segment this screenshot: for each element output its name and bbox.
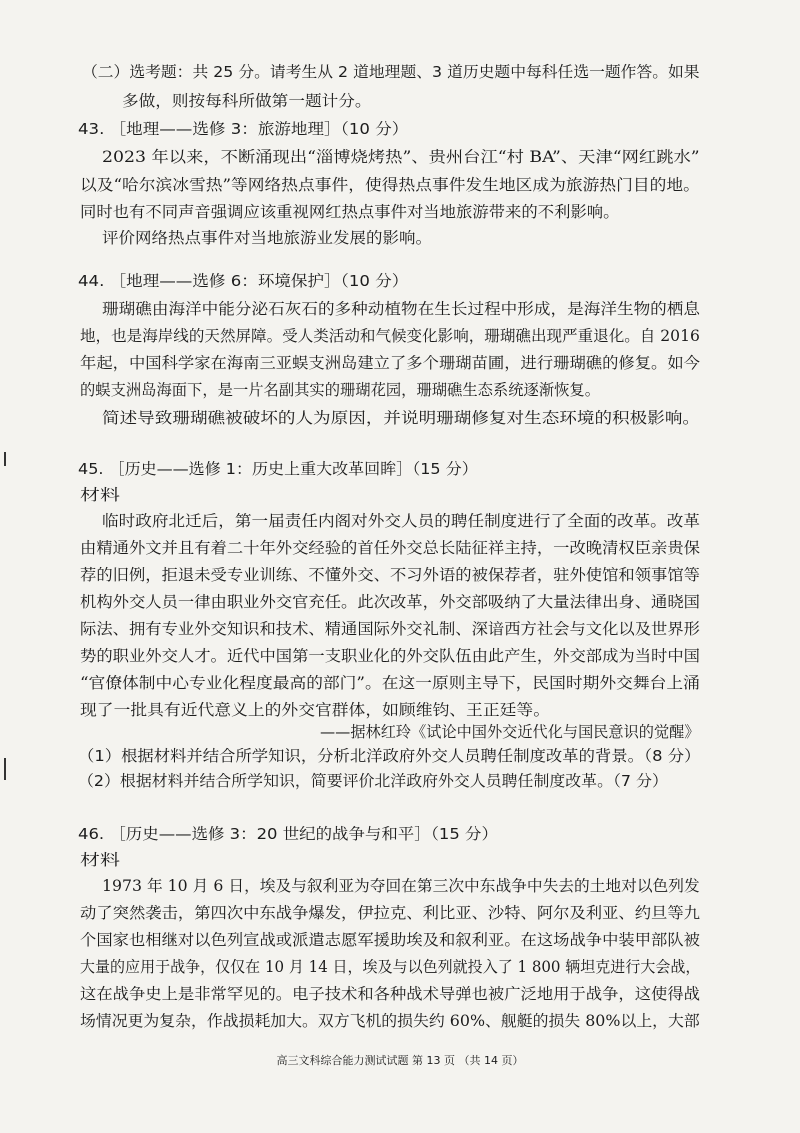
text-line: 年起，中国科学家在海南三亚蜈支洲岛建立了多个珊瑚苗圃，进行珊瑚礁的修复。如今 [80,354,700,372]
text-line: 荐的旧例，拒退未受专业训练、不懂外交、不习外语的被保荐者，驻外使馆和领事馆等 [80,566,700,584]
text-line: 评价网络热点事件对当地旅游业发展的影响。 [102,229,433,247]
text-line: 46. ［历史——选修 3：20 世纪的战争与和平］（15 分） [78,825,498,843]
text-line: （1）根据材料并结合所学知识，分析北洋政府外交人员聘任制度改革的背景。（8 分） [78,747,701,765]
text-line: 这在战争史上是非常罕见的。电子技术和各种战术导弹也被广泛地用于战争，这使得战 [80,985,700,1003]
text-line: 材料 [80,851,121,869]
text-line: 43. ［地理——选修 3：旅游地理］（10 分） [78,120,409,138]
page-footer: 高三文科综合能力测试试题 第 13 页 （共 14 页） [276,1054,524,1067]
text-line: 临时政府北迁后，第一届责任内阁对外交人员的聘任制度进行了全面的改革。改革 [102,512,701,530]
text-line: 地，也是海岸线的天然屏障。受人类活动和气候变化影响，珊瑚礁出现严重退化。自 2016 [80,327,700,345]
text-line: 1973 年 10 月 6 日，埃及与叙利亚为夺回在第三次中东战争中失去的土地对以色列发 [102,877,700,895]
text-line: 动了突然袭击，第四次中东战争爆发，伊拉克、利比亚、沙特、阿尔及利亚、约旦等九 [80,904,700,922]
text-line: 材料 [80,486,121,504]
text-line: 44. ［地理——选修 6：环境保护］（10 分） [78,272,409,290]
text-line: 机构外交人员一律由职业外交官充任。此次改革，外交部吸纳了大量法律出身、通晓国 [80,593,700,611]
margin-mark [4,452,6,466]
text-line: 个国家也相继对以色列宣战或派遣志愿军援助埃及和叙利亚。在这场战争中装甲部队被 [80,931,700,949]
text-line: 同时也有不同声音强调应该重视网红热点事件对当地旅游带来的不利影响。 [80,203,620,221]
text-line: 现了一批具有近代意义上的外交官群体，如顾维钧、王正廷等。 [80,701,550,719]
text-line: 际法、拥有专业外交知识和技术、精通国际外交礼制、深谙西方社会与文化以及世界形 [80,620,700,638]
text-line: 场情况更为复杂，作战损耗加大。双方飞机的损失约 60%、舰艇的损失 80%以上，大部 [80,1012,700,1030]
text-line: 多做，则按每科所做第一题计分。 [122,92,372,110]
text-line: （二）选考题：共 25 分。请考生从 2 道地理题、3 道历史题中每科任选一题作答。如果 [82,63,700,81]
text-line: （2）根据材料并结合所学知识，简要评价北洋政府外交人员聘任制度改革。（7 分） [78,772,668,790]
margin-mark [4,758,6,780]
text-line: 以及“哈尔滨冰雪热”等网络热点事件，使得热点事件发生地区成为旅游热门目的地。 [80,176,700,194]
text-line: 珊瑚礁由海洋中能分泌石灰石的多种动植物在生长过程中形成，是海洋生物的栖息 [102,300,701,318]
text-line: 的蜈支洲岛海面下，是一片名副其实的珊瑚花园，珊瑚礁生态系统逐渐恢复。 [80,381,601,399]
text-line: 2023 年以来，不断涌现出“淄博烧烤热”、贵州台江“村 BA”、天津“网红跳水” [102,148,700,166]
text-line: “官僚体制中心专业化程度最高的部门”。在这一原则主导下，民国时期外交舞台上涌 [80,674,700,692]
text-line: 由精通外文并且有着二十年外交经验的首任外交总长陆征祥主持，一改晚清权臣亲贵保 [80,539,700,557]
text-line: 大量的应用于战争，仅仅在 10 月 14 日，埃及与以色列就投入了 1 800 辆坦克进行大会战， [80,958,701,976]
text-line: 45. ［历史——选修 1：历史上重大改革回眸］（15 分） [78,460,478,478]
text-line: 势的职业外交人才。近代中国第一支职业化的外交队伍由此产生，外交部成为当时中国 [80,647,700,665]
text-line: ——据林红玲《试论中国外交近代化与国民意识的觉醒》 [320,723,700,741]
text-line: 简述导致珊瑚礁被破坏的人为原因，并说明珊瑚修复对生态环境的积极影响。 [102,409,701,427]
